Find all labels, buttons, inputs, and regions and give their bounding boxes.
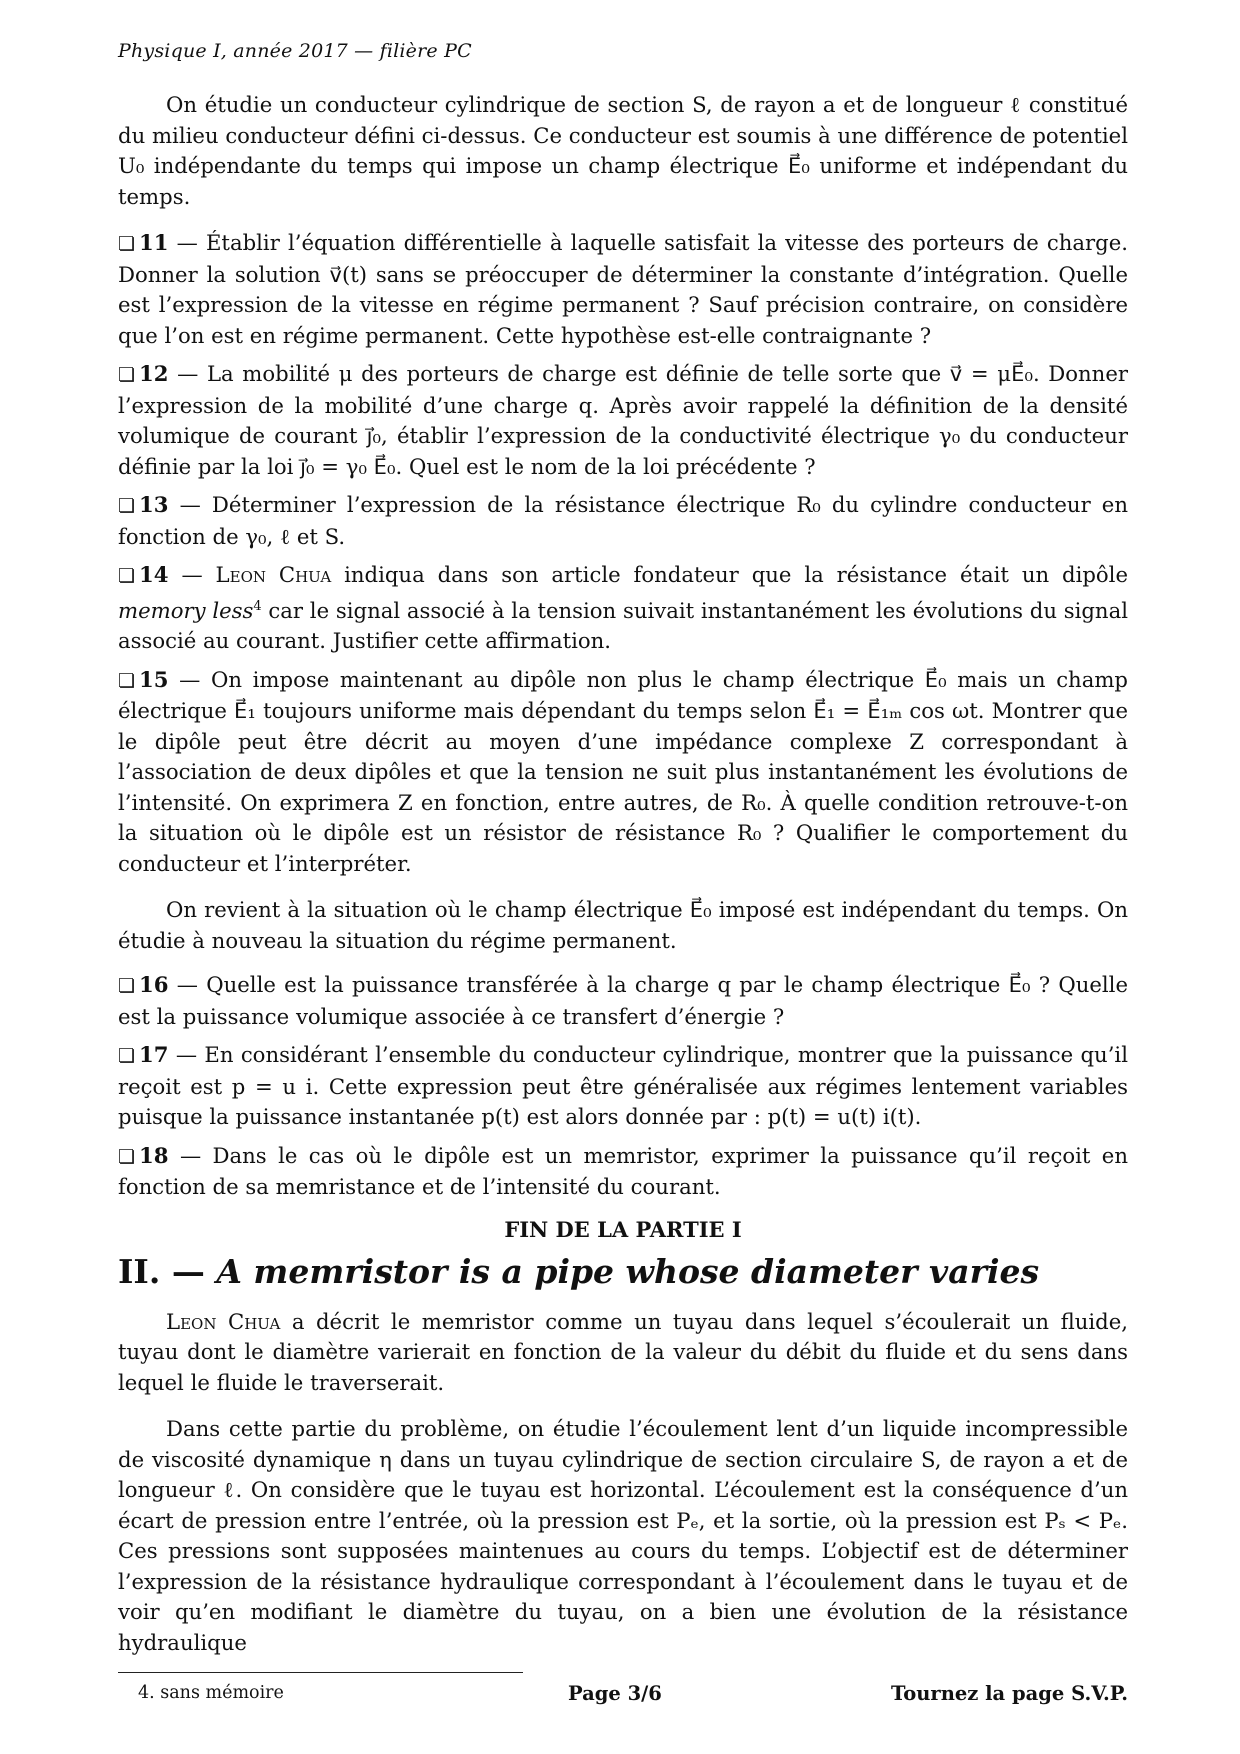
checkbox-icon: ❏ bbox=[118, 565, 136, 587]
turn-page-note: Tournez la page S.V.P. bbox=[890, 1682, 1128, 1705]
question-text-before: — bbox=[168, 562, 216, 587]
page-number: Page 3/6 bbox=[568, 1682, 662, 1705]
question-text: — En considérant l’ensemble du conducteur cylindrique, montrer que la puissance qu’il reçoit est p = u i. Cette expression peut être généralisée aux régimes lentement variables puisque la puissance instantanée p(t) est alors donnée par : p(t) = u(t) i(t). bbox=[118, 1042, 1128, 1130]
question-text: — On impose maintenant au dipôle non plus le champ électrique E⃗₀ mais un champ électrique E⃗₁ toujours uniforme mais dépendant du temps selon E⃗₁ = E⃗₁ₘ cos ωt. Montrer que le dipôle peut être décrit au moyen d’une impédance complexe Z correspondant à l’association de deux dipôles et que la tension ne suit plus instantanément les évolutions de l’intensité. On exprimera Z en fonction, entre autres, de R₀. À quelle condition retrouve-t-on la situation où le dipôle est un résistor de résistance R₀ ? Qualifier le comportement du conducteur et l’interpréter. bbox=[118, 666, 1128, 876]
question-text: — Déterminer l’expression de la résistance électrique R₀ du cylindre conducteur en fonction de γ₀, ℓ et S. bbox=[118, 492, 1128, 549]
question-17 bbox=[118, 1040, 1128, 1133]
author-name: Leon Chua bbox=[166, 1308, 281, 1334]
question-text: — Quelle est la puissance transférée à la charge q par le champ électrique E⃗₀ ? Quelle est la puissance volumique associée à ce transfert d’énergie ? bbox=[118, 972, 1128, 1029]
running-header: Physique I, année 2017 — filière PC bbox=[118, 40, 472, 62]
end-of-part-label: FIN DE LA PARTIE I bbox=[504, 1216, 742, 1242]
footnote-divider bbox=[118, 1672, 523, 1673]
document-page bbox=[118, 40, 1128, 1740]
question-number: 15 bbox=[139, 666, 169, 692]
question-number: 13 bbox=[139, 492, 169, 517]
middle-paragraph: On revient à la situation où le champ électrique E⃗₀ imposé est indépendant du temps. On étudie à nouveau la situation du régime permanent. bbox=[118, 897, 1128, 953]
checkbox-icon: ❏ bbox=[118, 669, 136, 692]
part2-paragraph-2: Dans cette partie du problème, on étudie l’écoulement lent d’un liquide incompressible de viscosité dynamique η dans un tuyau cylindrique de section circulaire S, de rayon a et de longueur ℓ. On considère que le tuyau est horizontal. L’écoulement est la conséquence d’un écart de pression entre l’entrée, où la pression est Pₑ, et la sortie, où la pression est Pₛ < Pₑ. Ces pressions sont supposées maintenues au cours du temps. L’objectif est de déterminer l’expression de la résistance hydraulique correspondant à l’écoulement dans le tuyau et de voir qu’en modifiant le diamètre du tuyau, on a bien une évolution de la résistance hydraulique bbox=[118, 1416, 1128, 1655]
question-text: — Dans le cas où le dipôle est un memristor, exprimer la puissance qu’il reçoit en fonction de sa memristance et de l’intensité du courant. bbox=[118, 1142, 1128, 1200]
question-text: — La mobilité μ des porteurs de charge est définie de telle sorte que v⃗ = μE⃗₀. Donner l’expression de la mobilité d’une charge q. Après avoir rappelé la définition de la densité volumique de courant j⃗₀, établir l’expression de la conductivité électrique γ₀ du conducteur définie par la loi j⃗₀ = γ₀ E⃗₀. Quel est le nom de la loi précédente ? bbox=[118, 361, 1128, 479]
question-number: 17 bbox=[139, 1042, 169, 1068]
intro-paragraph: On étudie un conducteur cylindrique de section S, de rayon a et de longueur ℓ constitué du milieu conducteur défini ci-dessus. Ce conducteur est soumis à une différence de potentiel U₀ indépendante du temps qui impose un champ électrique E⃗₀ uniforme et indépendant du temps. bbox=[118, 92, 1128, 209]
question-number: 14 bbox=[139, 562, 169, 587]
checkbox-icon: ❏ bbox=[118, 233, 136, 255]
questions-block-1 bbox=[118, 228, 1128, 879]
checkbox-icon: ❏ bbox=[118, 975, 136, 998]
question-15 bbox=[118, 665, 1128, 880]
section-title-text: A memristor is a pipe whose diameter varies bbox=[216, 1251, 1040, 1291]
part2-paragraph-1 bbox=[118, 1307, 1128, 1399]
question-text-middle: indiqua dans son article fondateur que la résistance était un dipôle bbox=[331, 562, 1128, 587]
author-name: Leon Chua bbox=[215, 562, 332, 587]
checkbox-icon: ❏ bbox=[118, 1145, 136, 1168]
paragraph-text: a décrit le memristor comme un tuyau dans lequel s’écoulerait un fluide, tuyau dont le diamètre varierait en fonction de la valeur du débit du fluide et du sens dans lequel le fluide le traverserait. bbox=[118, 1308, 1129, 1395]
question-18 bbox=[118, 1141, 1128, 1203]
checkbox-icon: ❏ bbox=[118, 495, 136, 517]
question-text-after: car le signal associé à la tension suivait instantanément les évolutions du signal associé au courant. Justifier cette affirmation. bbox=[118, 597, 1128, 654]
question-number: 12 bbox=[139, 361, 169, 386]
question-number: 11 bbox=[139, 230, 169, 255]
questions-block-2 bbox=[118, 970, 1128, 1203]
question-12 bbox=[118, 359, 1128, 482]
question-text: — Établir l’équation différentielle à laquelle satisfait la vitesse des porteurs de charge. Donner la solution v⃗(t) sans se préoccuper de déterminer la constante d’intégration. Quelle est l’expression de la vitesse en régime permanent ? Sauf précision contraire, on considère que l’on est en régime permanent. Cette hypothèse est-elle contraignante ? bbox=[118, 230, 1128, 348]
question-13 bbox=[118, 490, 1128, 552]
question-16 bbox=[118, 970, 1128, 1032]
checkbox-icon: ❏ bbox=[118, 364, 136, 386]
footnote-marker: 4 bbox=[253, 598, 262, 614]
footnote: 4. sans mémoire bbox=[138, 1683, 284, 1704]
question-number: 16 bbox=[139, 972, 169, 998]
question-number: 18 bbox=[139, 1142, 169, 1168]
question-11 bbox=[118, 228, 1128, 351]
section-heading bbox=[118, 1252, 1128, 1291]
question-14 bbox=[118, 560, 1128, 657]
checkbox-icon: ❏ bbox=[118, 1045, 136, 1068]
section-number: II. — bbox=[118, 1251, 217, 1291]
memory-less-term: memory less bbox=[118, 597, 254, 623]
